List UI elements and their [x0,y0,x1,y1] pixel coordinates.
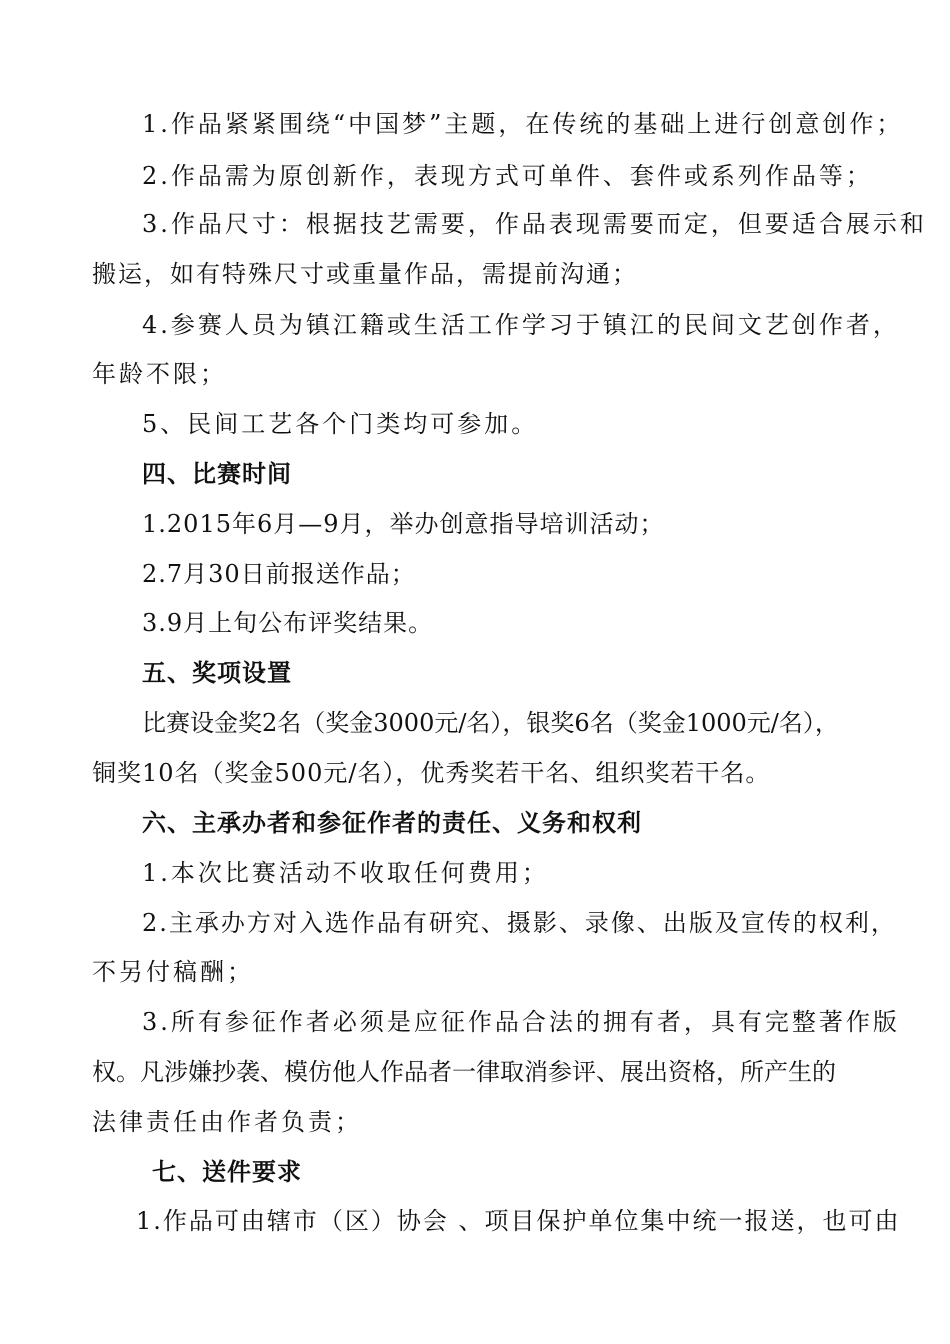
duty-2-line-2: 不另付稿酬； [92,958,254,986]
requirement-2: 2.作品需为原创新作，表现方式可单件、套件或系列作品等； [142,162,873,190]
requirement-1: 1.作品紧紧围绕“中国梦”主题，在传统的基础上进行创意创作； [142,110,904,138]
awards-line-2: 铜奖10名（奖金500元/名），优秀奖若干名、组织奖若干名。 [92,759,771,787]
requirement-3-line-1: 3.作品尺寸：根据技艺需要，作品表现需要而定，但要适合展示和 [142,210,927,238]
duty-2-line-1: 2.主承办方对入选作品有研究、摄影、录像、出版及宣传的权利， [142,909,897,937]
schedule-2: 2.7月30日前报送作品； [142,560,416,588]
duty-3-line-1: 3.所有参征作者必须是应征作品合法的拥有者，具有完整著作版 [142,1008,900,1036]
requirement-4-line-2: 年龄不限； [92,360,227,388]
requirement-3-line-2: 搬运，如有特殊尺寸或重量作品，需提前沟通； [92,260,638,288]
duty-3-line-3: 法律责任由作者负责； [92,1108,362,1136]
schedule-3: 3.9月上旬公布评奖结果。 [142,609,434,637]
section-7-heading: 七、送件要求 [152,1158,302,1186]
duty-1: 1.本次比赛活动不收取任何费用； [142,859,549,887]
duty-3-line-2: 权。凡涉嫌抄袭、模仿他人作品者一律取消参评、展出资格，所产生的 [92,1058,836,1086]
schedule-1: 1.2015年6月—9月，举办创意指导培训活动； [142,510,665,538]
submission-1: 1.作品可由辖市（区）协会 、项目保护单位集中统一报送，也可由 [136,1207,901,1235]
awards-line-1: 比赛设金奖2名（奖金3000元/名），银奖6名（奖金1000元/名）， [142,709,839,737]
requirement-5: 5、民间工艺各个门类均可参加。 [142,410,539,438]
section-6-heading: 六、主承办者和参征作者的责任、义务和权利 [142,809,642,837]
section-4-heading: 四、比赛时间 [142,460,292,488]
requirement-4-line-1: 4.参赛人员为镇江籍或生活工作学习于镇江的民间文艺创作者， [142,311,900,339]
section-5-heading: 五、奖项设置 [142,659,292,687]
